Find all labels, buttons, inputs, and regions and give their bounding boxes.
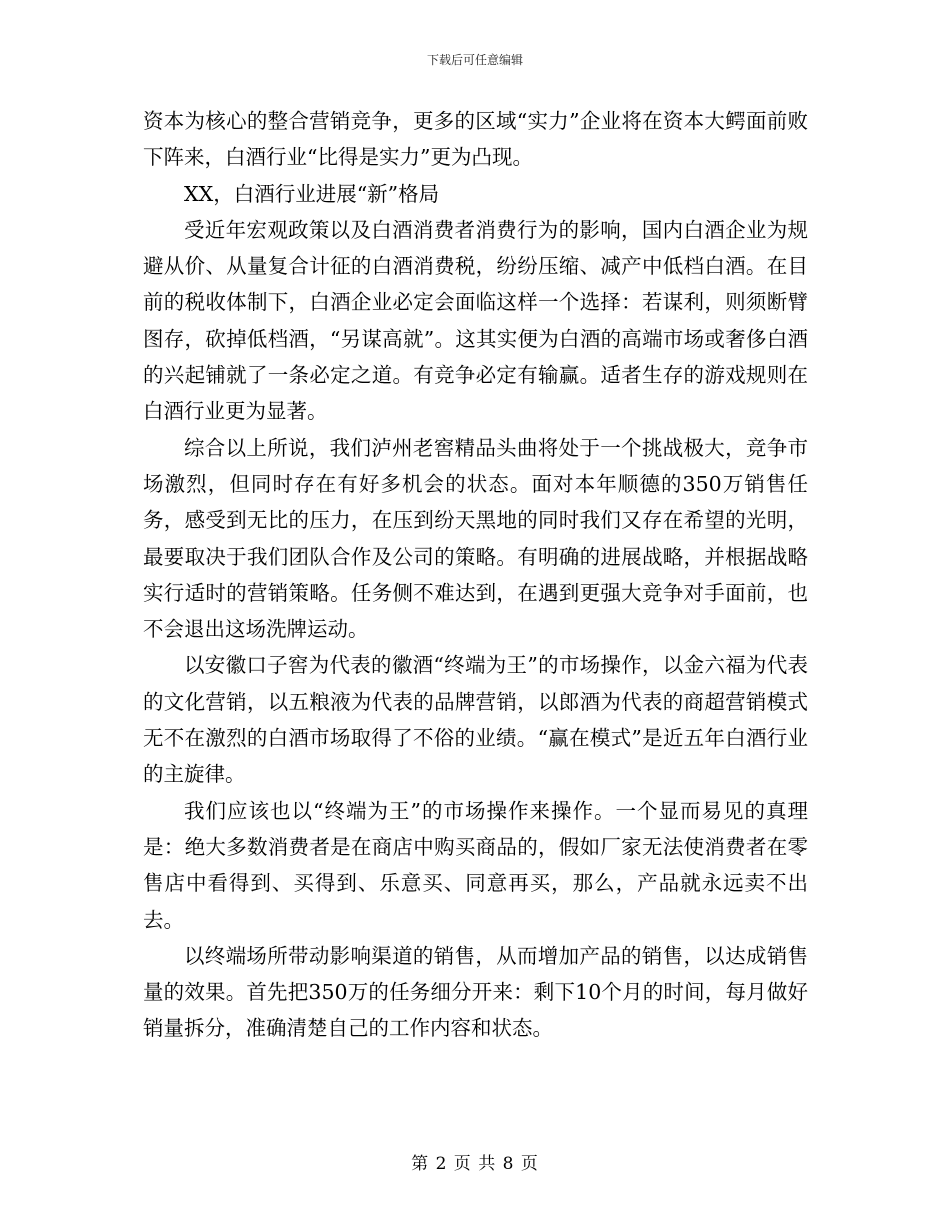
paragraph: 以安徽口子窖为代表的徽酒“终端为王”的市场操作，以金六福为代表的文化营销，以五粮液为代表的品牌营销，以郎酒为代表的商超营销模式无不在激烈的白酒市场取得了不俗的业绩。“赢在模式”是近五年白酒行业的主旋律。 [143, 653, 808, 787]
paragraph: 受近年宏观政策以及白酒消费者消费行为的影响，国内白酒企业为规避从价、从量复合计征的白酒消费税，纷纷压缩、减产中低档白酒。在目前的税收体制下，白酒企业必定会面临这样一个选择：若谋利，则须断臂图存，砍掉低档酒，“另谋高就”。这其实便为白酒的高端市场或奢侈白酒的兴起铺就了一条必定之道。有竞争必定有输赢。适者生存的游戏规则在白酒行业更为显著。 [143, 217, 808, 424]
section-heading: XX，白酒行业进展“新”格局 [184, 181, 440, 206]
document-body [143, 103, 808, 1047]
paragraph: 我们应该也以“终端为王”的市场操作来操作。一个显而易见的真理是：绝大多数消费者是在商店中购买商品的，假如厂家无法使消费者在零售店中看得到、买得到、乐意买、同意再买，那么，产品就永远卖不出去。 [143, 798, 808, 932]
paragraph: 以终端场所带动影响渠道的销售，从而增加产品的销售，以达成销售量的效果。首先把350万的任务细分开来：剩下10个月的时间，每月做好销量拆分，准确清楚自己的工作内容和状态。 [143, 943, 808, 1041]
page-number-footer: 第 2 页 共 8 页 [411, 1154, 539, 1174]
paragraph-continuation: 资本为核心的整合营销竞争，更多的区域“实力”企业将在资本大鳄面前败下阵来，白酒行业“比得是实力”更为凸现。 [143, 109, 808, 170]
page-header: 下载后可任意编辑 [426, 53, 523, 67]
paragraph: 综合以上所说，我们泸州老窖精品头曲将处于一个挑战极大，竞争市场激烈，但同时存在有好多机会的状态。面对本年顺德的350万销售任务，感受到无比的压力，在压到纷天黑地的同时我们又存在希望的光明，最要取决于我们团队合作及公司的策略。有明确的进展战略，并根据战略实行适时的营销策略。任务侧不难达到，在遇到更强大竞争对手面前，也不会退出这场洗牌运动。 [143, 435, 808, 642]
